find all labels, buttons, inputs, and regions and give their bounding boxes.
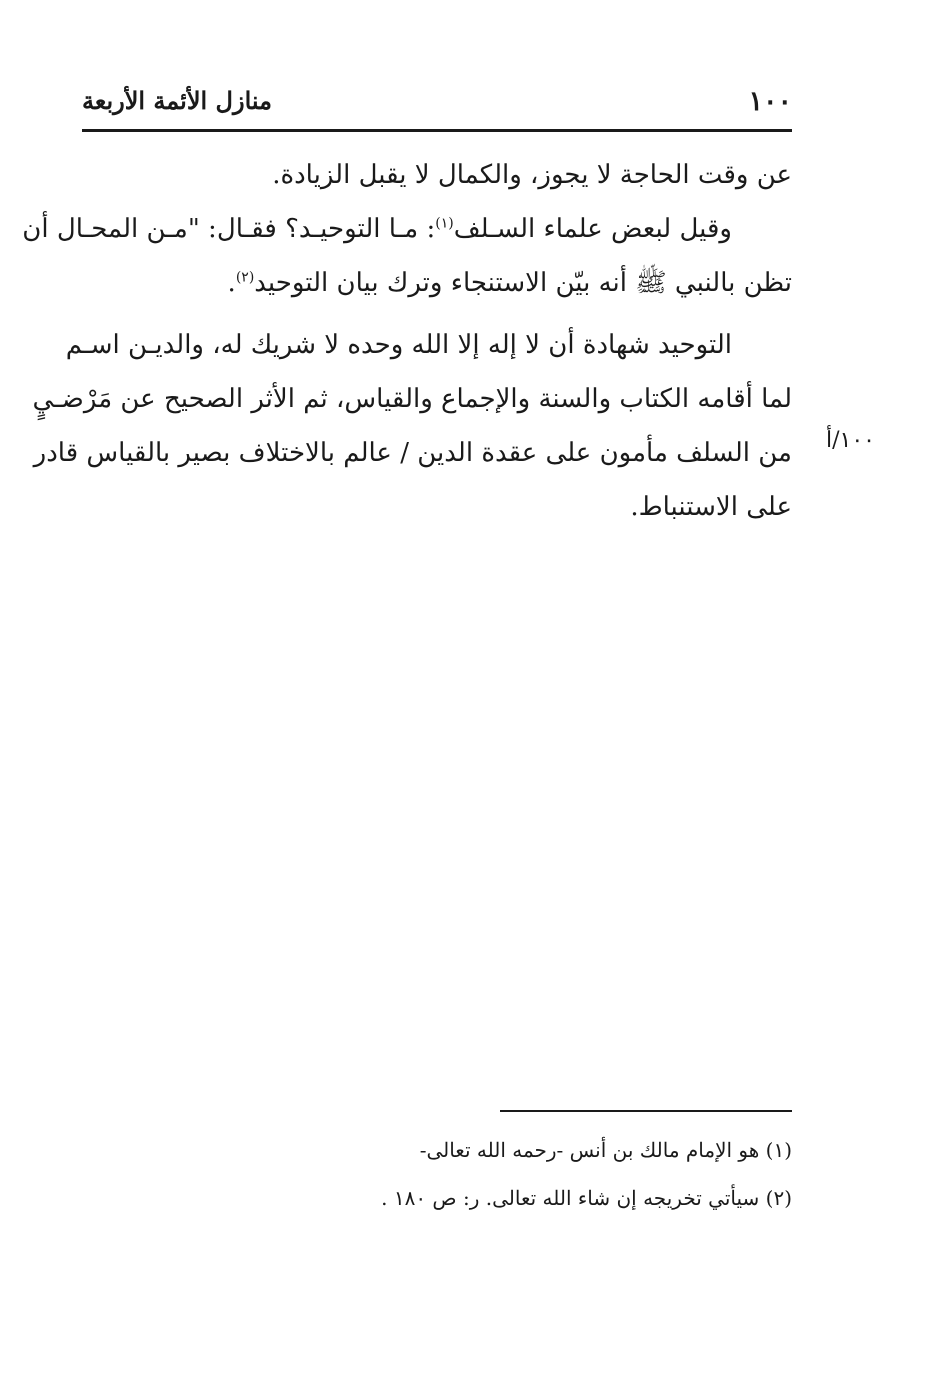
- manuscript-folio-marker: ١٠٠/أ: [826, 428, 875, 453]
- footnote-ref: (١): [435, 215, 454, 232]
- text-line: [22, 202, 792, 256]
- text-line: لما أقامه الكتاب والسنة والإجماع والقياس، ثم الأثر الصحيح عن مَرْضـيٍ: [32, 384, 792, 414]
- paragraph-gap: [82, 310, 792, 318]
- text-line: [82, 256, 792, 310]
- text-line: التوحيد شهادة أن لا إله إلا الله وحده لا شريك له، والديـن اسـم: [65, 330, 732, 360]
- footnote-ref: (٢): [235, 269, 255, 286]
- text-line: على الاستنباط.: [630, 492, 792, 522]
- footnote-divider: [500, 1110, 792, 1112]
- text-fragment: تظن بالنبي ﷺ أنه بيّن الاستنجاء وترك بيان التوحيد: [254, 268, 792, 298]
- footnote: (١) هو الإمام مالك بن أنس -رحمه الله تعالى-: [419, 1138, 792, 1162]
- text-line: عن وقت الحاجة لا يجوز، والكمال لا يقبل الزيادة.: [272, 160, 792, 190]
- text-fragment: وقيل لبعض علماء السـلف: [453, 214, 732, 244]
- running-header: [82, 84, 792, 124]
- text-fragment: : مـا التوحيـد؟ فقـال: "مـن المحـال أن: [22, 214, 436, 244]
- text-fragment: .: [227, 268, 236, 298]
- text-line: من السلف مأمون على عقدة الدين / عالم بالاختلاف بصير بالقياس قادر: [33, 438, 792, 468]
- footnotes: [82, 1126, 792, 1222]
- footnote: (٢) سيأتي تخريجه إن شاء الله تعالى. ر: ص ١٨٠ .: [381, 1186, 792, 1210]
- main-text: [22, 148, 792, 534]
- running-title: منازل الأئمة الأربعة: [82, 86, 272, 115]
- page-number: ١٠٠: [748, 86, 792, 117]
- header-divider: [82, 129, 792, 132]
